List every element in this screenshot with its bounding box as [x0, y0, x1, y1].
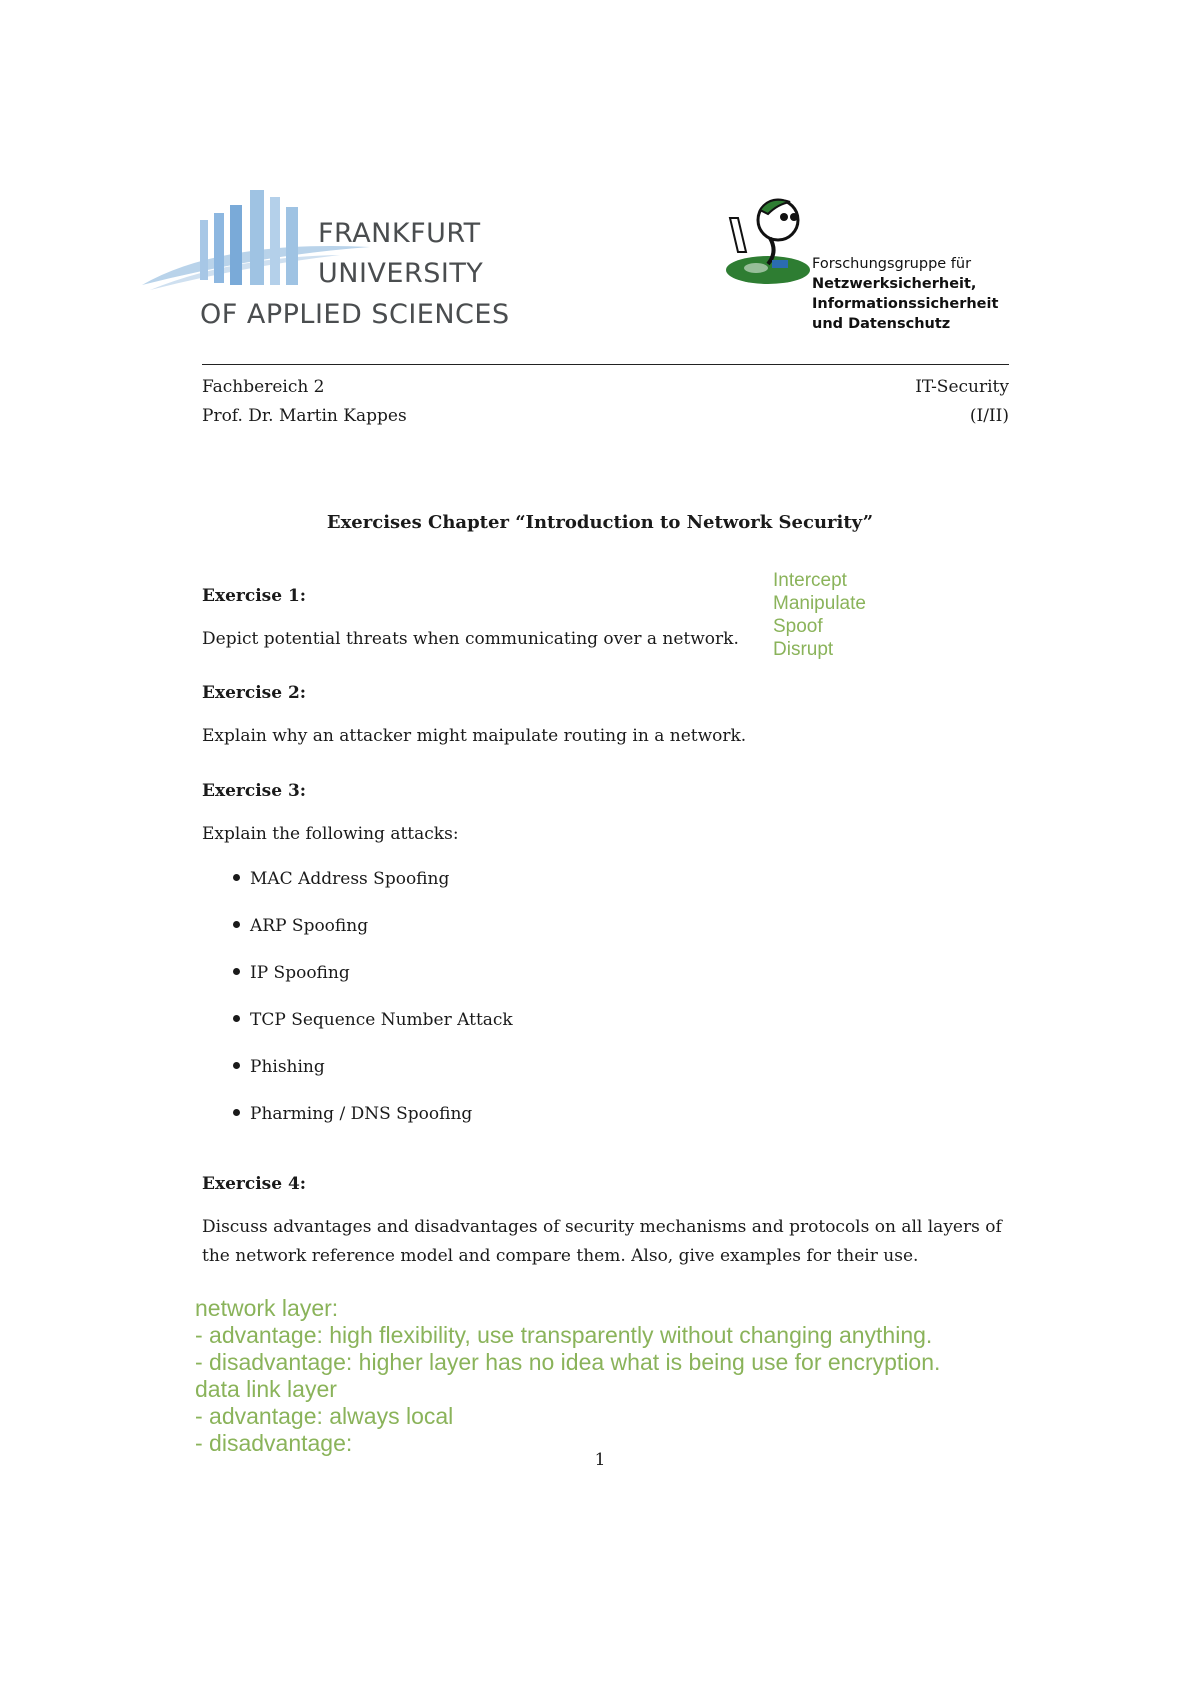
bullet-icon	[233, 1062, 240, 1069]
exercise-4-notes	[195, 1295, 940, 1457]
course-part: (I/II)	[969, 406, 1009, 426]
note-line: Intercept	[773, 570, 847, 591]
research-group-name	[812, 254, 998, 334]
research-group-line4: und Datenschutz	[812, 316, 951, 332]
department: Fachbereich 2	[202, 377, 325, 397]
page-number: 1	[594, 1450, 606, 1470]
note-line: - disadvantage:	[195, 1430, 353, 1456]
note-line: Disrupt	[773, 639, 834, 660]
list-item: Phishing	[233, 1057, 325, 1077]
note-line: - disadvantage: higher layer has no idea what is being use for encryption.	[195, 1349, 941, 1375]
bullet-icon	[233, 1109, 240, 1116]
exercise-3-text: Explain the following attacks:	[202, 824, 459, 844]
exercise-1-text: Depict potential threats when communicating over a network.	[202, 629, 739, 649]
note-line: Manipulate	[773, 593, 866, 614]
university-logo-line1: FRANKFURT	[318, 218, 481, 249]
header-divider	[202, 364, 1009, 365]
exercise-1-heading: Exercise 1:	[202, 586, 307, 606]
course-name: IT-Security	[915, 377, 1009, 397]
note-line: - advantage: high flexibility, use transparently without changing anything.	[195, 1322, 933, 1348]
list-item: MAC Address Spoofing	[233, 869, 449, 889]
list-item: IP Spoofing	[233, 963, 350, 983]
research-group-line1: Forschungsgruppe für	[812, 256, 972, 272]
exercise-4-text-line2: the network reference model and compare them. Also, give examples for their use.	[202, 1246, 919, 1266]
list-item: Pharming / DNS Spoofing	[233, 1104, 472, 1124]
university-logo-line3: OF APPLIED SCIENCES	[200, 299, 510, 330]
list-item: TCP Sequence Number Attack	[233, 1010, 513, 1030]
research-group-line3: Informationssicherheit	[812, 296, 999, 312]
exercise-4-heading: Exercise 4:	[202, 1174, 307, 1194]
list-item: ARP Spoofing	[233, 916, 368, 936]
university-logo-line2: UNIVERSITY	[318, 258, 484, 289]
note-line: network layer:	[195, 1295, 339, 1321]
exercise-2-heading: Exercise 2:	[202, 683, 307, 703]
exercise-1-notes	[773, 569, 866, 661]
bullet-icon	[233, 921, 240, 928]
note-line: - advantage: always local	[195, 1403, 454, 1429]
note-line: Spoof	[773, 616, 823, 637]
exercise-4-text-line1: Discuss advantages and disadvantages of security mechanisms and protocols on all layers of	[202, 1217, 1002, 1237]
bullet-icon	[233, 874, 240, 881]
professor: Prof. Dr. Martin Kappes	[202, 406, 407, 426]
bullet-icon	[233, 1015, 240, 1022]
turtle-mascot-icon	[708, 190, 818, 290]
page-title: Exercises Chapter “Introduction to Network Security”	[326, 512, 874, 533]
note-line: data link layer	[195, 1376, 337, 1402]
exercise-3-heading: Exercise 3:	[202, 781, 307, 801]
research-group-line2: Netzwerksicherheit,	[812, 276, 977, 292]
exercise-2-text: Explain why an attacker might maipulate routing in a network.	[202, 726, 747, 746]
bullet-icon	[233, 968, 240, 975]
